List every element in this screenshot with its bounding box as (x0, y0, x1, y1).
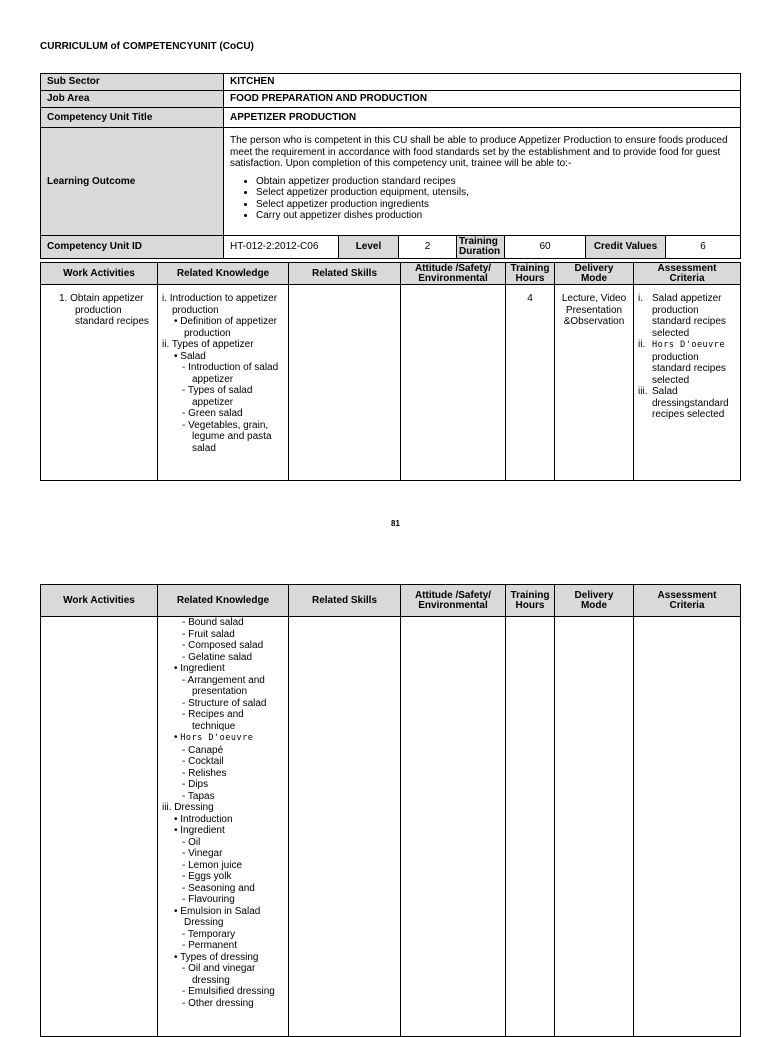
learning-outcome-list (230, 176, 734, 222)
knowledge-item: - Composed salad (182, 640, 264, 651)
job-area-value: FOOD PREPARATION AND PRODUCTION (224, 91, 741, 108)
knowledge-item: • Emulsion in Salad Dressing (174, 905, 261, 928)
learning-outcome-label: Learning Outcome (41, 128, 224, 236)
learning-outcome-item: • Obtain appetizer production standard recipes (256, 176, 734, 188)
knowledge-item: - Structure of salad (182, 697, 267, 709)
learning-outcome-item: • Select appetizer production ingredients (256, 199, 734, 211)
credit-values-cell (586, 236, 741, 259)
cu-title-label: Competency Unit Title (41, 108, 224, 128)
assessment-item: iii. Salad dressingstandard recipes selected (638, 386, 729, 420)
work-activity-cell (41, 285, 158, 481)
knowledge-item: - Relishes (182, 767, 227, 779)
header-training-hours: Training Hours (506, 585, 555, 617)
knowledge-item: - Cocktail (182, 756, 224, 767)
knowledge-item: - Green salad (182, 408, 243, 419)
header-delivery-mode: Delivery Mode (555, 585, 634, 617)
training-hours-cell: 4 (506, 285, 555, 481)
knowledge-item: iii. Dressing (162, 802, 214, 813)
knowledge-list (162, 617, 286, 1009)
assessment-cell (634, 617, 741, 1037)
knowledge-item: i. Introduction to appetizer production (162, 293, 278, 316)
header-work-activities: Work Activities (41, 585, 158, 617)
knowledge-item: - Fruit salad (182, 628, 235, 640)
knowledge-item: - Recipes and technique (182, 709, 244, 732)
knowledge-item: - Vinegar (182, 848, 223, 859)
learning-outcome-item: • Carry out appetizer dishes production (256, 210, 734, 222)
continuation-table (40, 584, 741, 1037)
training-hours-cell (506, 617, 555, 1037)
header-work-activities: Work Activities (41, 263, 158, 285)
training-duration-value: 60 (505, 236, 586, 259)
cu-id-label: Competency Unit ID (41, 236, 224, 259)
unit-info-table (40, 73, 741, 259)
sub-sector-label: Sub Sector (41, 74, 224, 91)
header-attitude: Attitude /Safety/ Environmental (401, 585, 506, 617)
header-related-knowledge: Related Knowledge (158, 585, 289, 617)
cu-title-value: APPETIZER PRODUCTION (224, 108, 741, 128)
header-training-hours: Training Hours (506, 263, 555, 285)
sub-sector-value: KITCHEN (224, 74, 741, 91)
level-value: 2 (399, 236, 457, 259)
learning-outcome-item: • Select appetizer production equipment, utensils, (256, 187, 734, 199)
assessment-item: i. Salad appetizer production standard recipes selected (638, 293, 726, 339)
knowledge-item: - Eggs yolk (182, 871, 232, 882)
knowledge-item: - Arrangement and presentation (182, 674, 265, 697)
knowledge-item: - Oil and vinegar dressing (182, 963, 256, 986)
knowledge-item: ii. Types of appetizer (162, 339, 254, 350)
level-label: Level (339, 236, 399, 259)
attitude-cell (401, 285, 506, 481)
delivery-mode-cell (555, 617, 634, 1037)
skills-cell (289, 617, 401, 1037)
document-title: CURRICULUM of COMPETENCYUNIT (CoCU) (40, 41, 254, 52)
knowledge-item: • Ingredient (174, 663, 225, 674)
header-delivery-mode: Delivery Mode (555, 263, 634, 285)
knowledge-item: - Lemon juice (182, 859, 243, 871)
delivery-mode-cell: Lecture, Video Presentation &Observation (555, 285, 634, 481)
knowledge-item: - Introduction of salad appetizer (182, 362, 279, 385)
knowledge-item: - Oil (182, 836, 201, 848)
knowledge-cell (158, 285, 289, 481)
credit-values-value: 6 (666, 236, 740, 258)
knowledge-item: • Ingredient (174, 825, 225, 836)
knowledge-list (162, 293, 286, 454)
credit-values-label: Credit Values (586, 236, 666, 258)
work-activity-text: 1. Obtain appetizer production standard recipes (59, 293, 149, 327)
knowledge-item: - Permanent (182, 940, 238, 951)
learning-outcome-cell (224, 128, 741, 236)
assessment-cell (634, 285, 741, 481)
knowledge-item: • Salad (174, 350, 206, 362)
knowledge-item: - Tapas (182, 790, 215, 802)
knowledge-item: - Dips (182, 779, 209, 790)
knowledge-item: - Canapé (182, 744, 224, 756)
knowledge-item: - Flavouring (182, 894, 235, 905)
work-activity-cell (41, 617, 158, 1037)
page-number: 81 (391, 519, 400, 528)
header-related-skills: Related Skills (289, 585, 401, 617)
skills-cell (289, 285, 401, 481)
learning-outcome-text: The person who is competent in this CU shall be able to produce Appetizer Production to ensure foods produced meet the requirement in accordance with food standards set by the establishment and to provide food for guest satisfaction. Upon completion of this competency unit, trainee will be able to:- (230, 135, 728, 169)
attitude-cell (401, 617, 506, 1037)
header-related-skills: Related Skills (289, 263, 401, 285)
header-assessment-criteria: Assessment Criteria (634, 585, 741, 617)
knowledge-item: - Types of salad appetizer (182, 385, 253, 408)
assessment-item: ii. Hors D'oeuvre production standard recipes selected (638, 339, 726, 386)
cu-id-value: HT-012-2:2012-C06 (224, 236, 339, 259)
knowledge-item: - Seasoning and (182, 882, 255, 894)
knowledge-item: - Bound salad (182, 617, 244, 628)
knowledge-cell (158, 617, 289, 1037)
job-area-label: Job Area (41, 91, 224, 108)
knowledge-item: - Other dressing (182, 997, 254, 1009)
training-duration-label: Training Duration (457, 236, 505, 259)
knowledge-item: - Temporary (182, 928, 236, 940)
knowledge-item: - Vegetables, grain, legume and pasta salad (182, 419, 272, 454)
header-attitude: Attitude /Safety/ Environmental (401, 263, 506, 285)
knowledge-item: • Introduction (174, 813, 233, 825)
knowledge-item: - Emulsified dressing (182, 986, 275, 997)
assessment-list (638, 293, 738, 421)
activity-table (40, 262, 741, 481)
header-assessment-criteria: Assessment Criteria (634, 263, 741, 285)
knowledge-item: • Types of dressing (174, 951, 259, 963)
knowledge-item: - Gelatine salad (182, 651, 253, 663)
knowledge-item: • Hors D'oeuvre (174, 732, 254, 743)
knowledge-item: • Definition of appetizer production (174, 316, 278, 339)
header-related-knowledge: Related Knowledge (158, 263, 289, 285)
